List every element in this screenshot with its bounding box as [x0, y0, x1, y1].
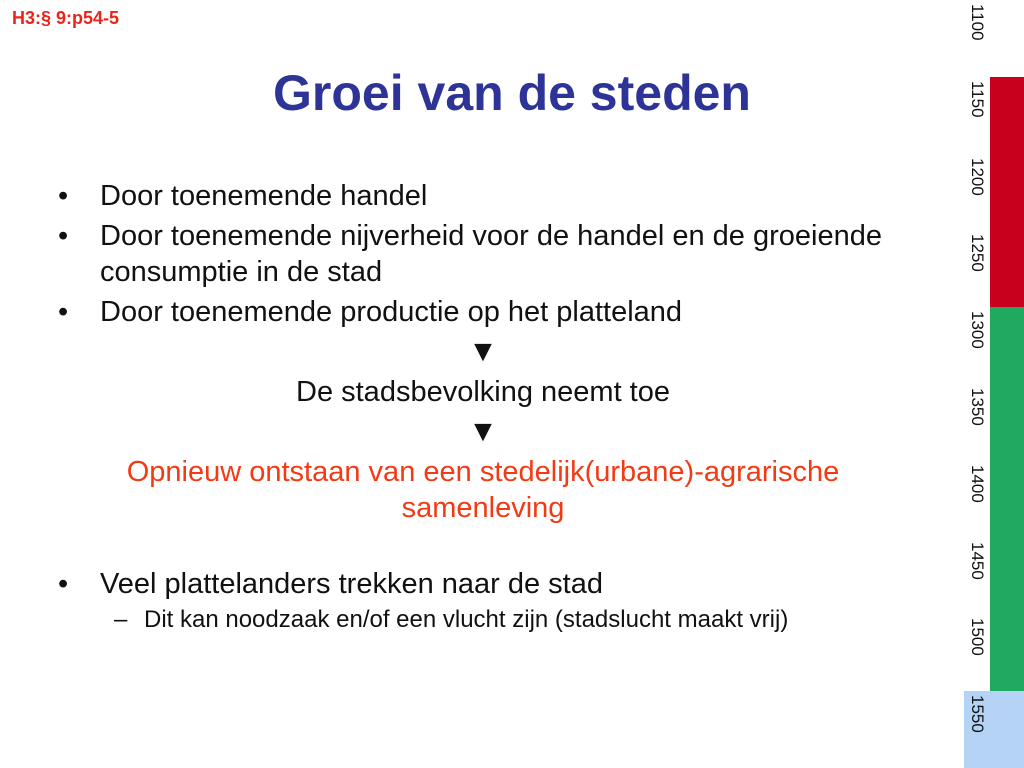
timeline-period-fill: [990, 154, 1024, 231]
timeline-segment-1200: [964, 154, 1024, 231]
sub-bullet-marker: –: [114, 606, 128, 633]
timeline-year-label: 1450: [968, 541, 987, 580]
timeline-segment-1250: [964, 230, 1024, 307]
slide-title: Groei van de steden: [273, 65, 751, 121]
timeline-label-column: [964, 77, 990, 154]
timeline-year-label: 1250: [968, 234, 987, 273]
timeline-label-column: [964, 691, 990, 768]
timeline-period-fill: [990, 0, 1024, 77]
timeline-period-fill: [990, 691, 1024, 768]
sub-bullet-text: Dit kan noodzaak en/of een vlucht zijn (stadslucht maakt vrij): [144, 606, 789, 633]
result-urban-agrarian-society: Opnieuw ontstaan van een stedelijk(urbane)-agrarische samenleving: [126, 456, 840, 524]
timeline-year-label: 1350: [968, 388, 987, 426]
bullet-text: Door toenemende productie op het platteland: [100, 296, 683, 328]
timeline-period-fill: [990, 307, 1024, 384]
down-arrow-icon: ▼: [468, 415, 498, 448]
bullet-item: [58, 294, 908, 330]
timeline-year-label: 1550: [968, 695, 987, 734]
timeline-segment-1300: [964, 307, 1024, 384]
bullet-item: [58, 178, 908, 214]
bullet-item: [58, 566, 908, 602]
timeline-label-column: [964, 230, 990, 307]
timeline-segment-1350: [964, 384, 1024, 461]
timeline-year-label: 1100: [968, 4, 987, 41]
timeline-sidebar: [964, 0, 1024, 768]
bullet-item: [58, 218, 908, 290]
bullet-text: Veel plattelanders trekken naar de stad: [100, 568, 603, 600]
timeline-segment-1400: [964, 461, 1024, 538]
timeline-segment-1500: [964, 614, 1024, 691]
timeline-period-fill: [990, 538, 1024, 615]
timeline-label-column: [964, 384, 990, 461]
bullet-text: Door toenemende handel: [100, 180, 428, 212]
sub-bullet-item: [58, 606, 908, 634]
timeline-period-fill: [990, 230, 1024, 307]
bullet-marker: •: [58, 296, 69, 328]
timeline-label-column: [964, 614, 990, 691]
bullet-marker: •: [58, 180, 69, 212]
timeline-year-label: 1200: [968, 157, 987, 196]
timeline-period-fill: [990, 384, 1024, 461]
timeline-year-label: 1300: [968, 311, 987, 350]
down-arrow-icon: ▼: [468, 335, 498, 368]
timeline-label-column: [964, 538, 990, 615]
timeline-period-fill: [990, 77, 1024, 154]
timeline-year-label: 1400: [968, 464, 987, 503]
timeline-year-label: 1150: [968, 80, 987, 118]
slide-content: [58, 178, 908, 634]
timeline-segment-1150: [964, 77, 1024, 154]
timeline-period-fill: [990, 461, 1024, 538]
timeline-label-column: [964, 154, 990, 231]
timeline-period-fill: [990, 614, 1024, 691]
timeline-segment-1550: [964, 691, 1024, 768]
timeline-label-column: [964, 461, 990, 538]
timeline-segment-1450: [964, 538, 1024, 615]
bullet-marker: •: [58, 220, 69, 252]
result-population-growth: De stadsbevolking neemt toe: [296, 376, 670, 408]
bullet-text: Door toenemende nijverheid voor de handel en de groeiende consumptie in de stad: [100, 220, 882, 288]
section-reference: H3:§ 9:p54-5: [12, 8, 120, 28]
timeline-year-label: 1500: [968, 618, 987, 657]
bullet-marker: •: [58, 568, 69, 600]
timeline-label-column: [964, 0, 990, 77]
timeline-label-column: [964, 307, 990, 384]
timeline-segment-1100: [964, 0, 1024, 77]
